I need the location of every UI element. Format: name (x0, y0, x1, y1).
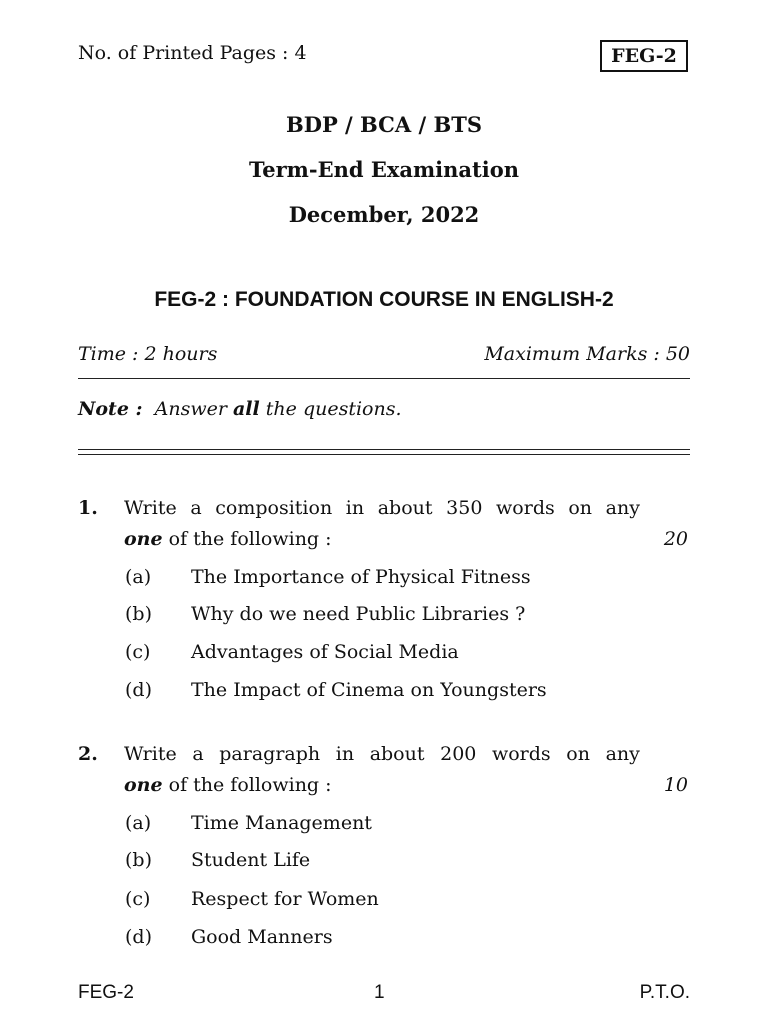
option-text: The Impact of Cinema on Youngsters (191, 679, 547, 701)
question-word: Write (124, 743, 177, 765)
printed-pages-count: No. of Printed Pages : 4 (78, 42, 307, 64)
double-divider-top (78, 449, 690, 450)
question-word: 350 (446, 497, 483, 519)
maximum-marks: Maximum Marks : 50 (484, 343, 690, 365)
question-word: on (566, 743, 590, 765)
question-1-line2-rest: of the following : (168, 528, 332, 550)
option-label: (d) (125, 926, 152, 948)
question-word: words (496, 497, 555, 519)
footer-pto: P.T.O. (639, 982, 690, 1003)
option-text: Why do we need Public Libraries ? (191, 603, 526, 625)
note-text-post: the questions. (265, 398, 402, 420)
option-label: (a) (125, 812, 152, 834)
option-text: Good Manners (191, 926, 333, 948)
footer-page-number: 1 (374, 982, 385, 1003)
option-label: (c) (125, 888, 151, 910)
question-word: 200 (440, 743, 477, 765)
option-label: (c) (125, 641, 151, 663)
question-word: a (190, 497, 202, 519)
note-line (78, 398, 402, 420)
question-1-emphasis: one (124, 528, 163, 550)
question-2-marks: 10 (663, 774, 688, 796)
question-word: words (491, 743, 551, 765)
option-text: The Importance of Physical Fitness (191, 566, 531, 588)
question-1-line2 (124, 528, 332, 550)
question-word: about (369, 743, 425, 765)
option-text: Time Management (191, 812, 372, 834)
question-2-line2-rest: of the following : (168, 774, 332, 796)
question-1-marks: 20 (663, 528, 688, 550)
question-word: about (377, 497, 433, 519)
option-text: Respect for Women (191, 888, 379, 910)
question-word: composition (215, 497, 333, 519)
question-2-emphasis: one (124, 774, 163, 796)
note-label: Note : (78, 398, 143, 420)
note-text-bold: all (233, 398, 260, 420)
question-word: paragraph (219, 743, 321, 765)
question-word: any (605, 497, 640, 519)
option-label: (b) (125, 849, 152, 871)
question-word: in (345, 497, 365, 519)
double-divider-bottom (78, 454, 690, 455)
question-word: any (605, 743, 640, 765)
footer-paper-code: FEG-2 (78, 982, 134, 1003)
question-2-number: 2. (78, 743, 98, 765)
option-label: (b) (125, 603, 152, 625)
question-word: a (192, 743, 204, 765)
question-word: on (568, 497, 593, 519)
question-1-number: 1. (78, 497, 98, 519)
examination-title: Term-End Examination (248, 157, 519, 182)
option-label: (d) (125, 679, 152, 701)
course-title: FEG-2 : FOUNDATION COURSE IN ENGLISH-2 (154, 288, 614, 311)
question-2-line1 (124, 743, 640, 765)
note-text-pre: Answer (154, 398, 227, 420)
programme-title: BDP / BCA / BTS (285, 112, 483, 137)
option-text: Student Life (191, 849, 311, 871)
question-word: in (335, 743, 355, 765)
option-text: Advantages of Social Media (191, 641, 459, 663)
question-1-line1 (124, 497, 640, 519)
option-label: (a) (125, 566, 152, 588)
question-word: Write (124, 497, 177, 519)
paper-code-box: FEG-2 (600, 40, 688, 72)
question-2-line2 (124, 774, 332, 796)
divider-line (78, 378, 690, 379)
time-allowed: Time : 2 hours (78, 343, 218, 365)
examination-date: December, 2022 (288, 202, 480, 227)
